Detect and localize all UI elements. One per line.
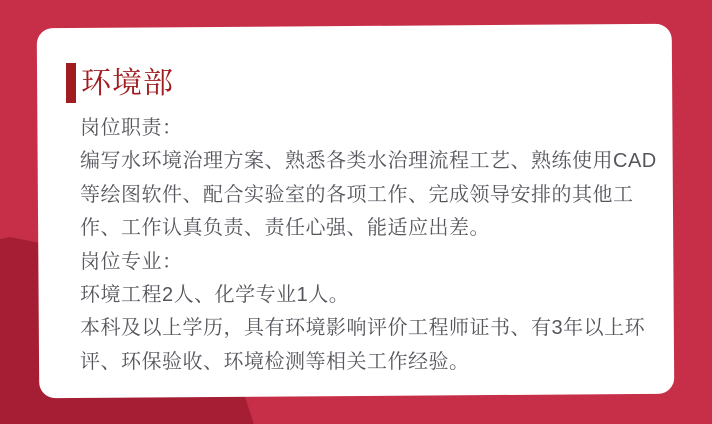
body-line-duties-3: 作、工作认真负责、责任心强、能适应出差。 (80, 217, 490, 240)
body-line-duties-1: 编写水环境治理方案、熟悉各类水治理流程工艺、熟练使用CAD (80, 150, 657, 173)
body-line-major-label: 岗位专业： (80, 250, 183, 273)
job-description (80, 112, 670, 379)
title-accent-bar (66, 63, 76, 103)
body-line-requirements-1: 本科及以上学历，具有环境影响评价工程师证书、有3年以上环 (80, 317, 646, 340)
body-line-requirements-2: 评、环保验收、环境检测等相关工作经验。 (80, 350, 470, 373)
body-line-duties-label: 岗位职责： (80, 117, 183, 139)
department-title: 环境部 (81, 67, 174, 100)
body-line-duties-2: 等绘图软件、配合实验室的各项工作、完成领导安排的其他工 (80, 183, 634, 206)
body-line-major-1: 环境工程2人、化学专业1人。 (80, 284, 350, 307)
